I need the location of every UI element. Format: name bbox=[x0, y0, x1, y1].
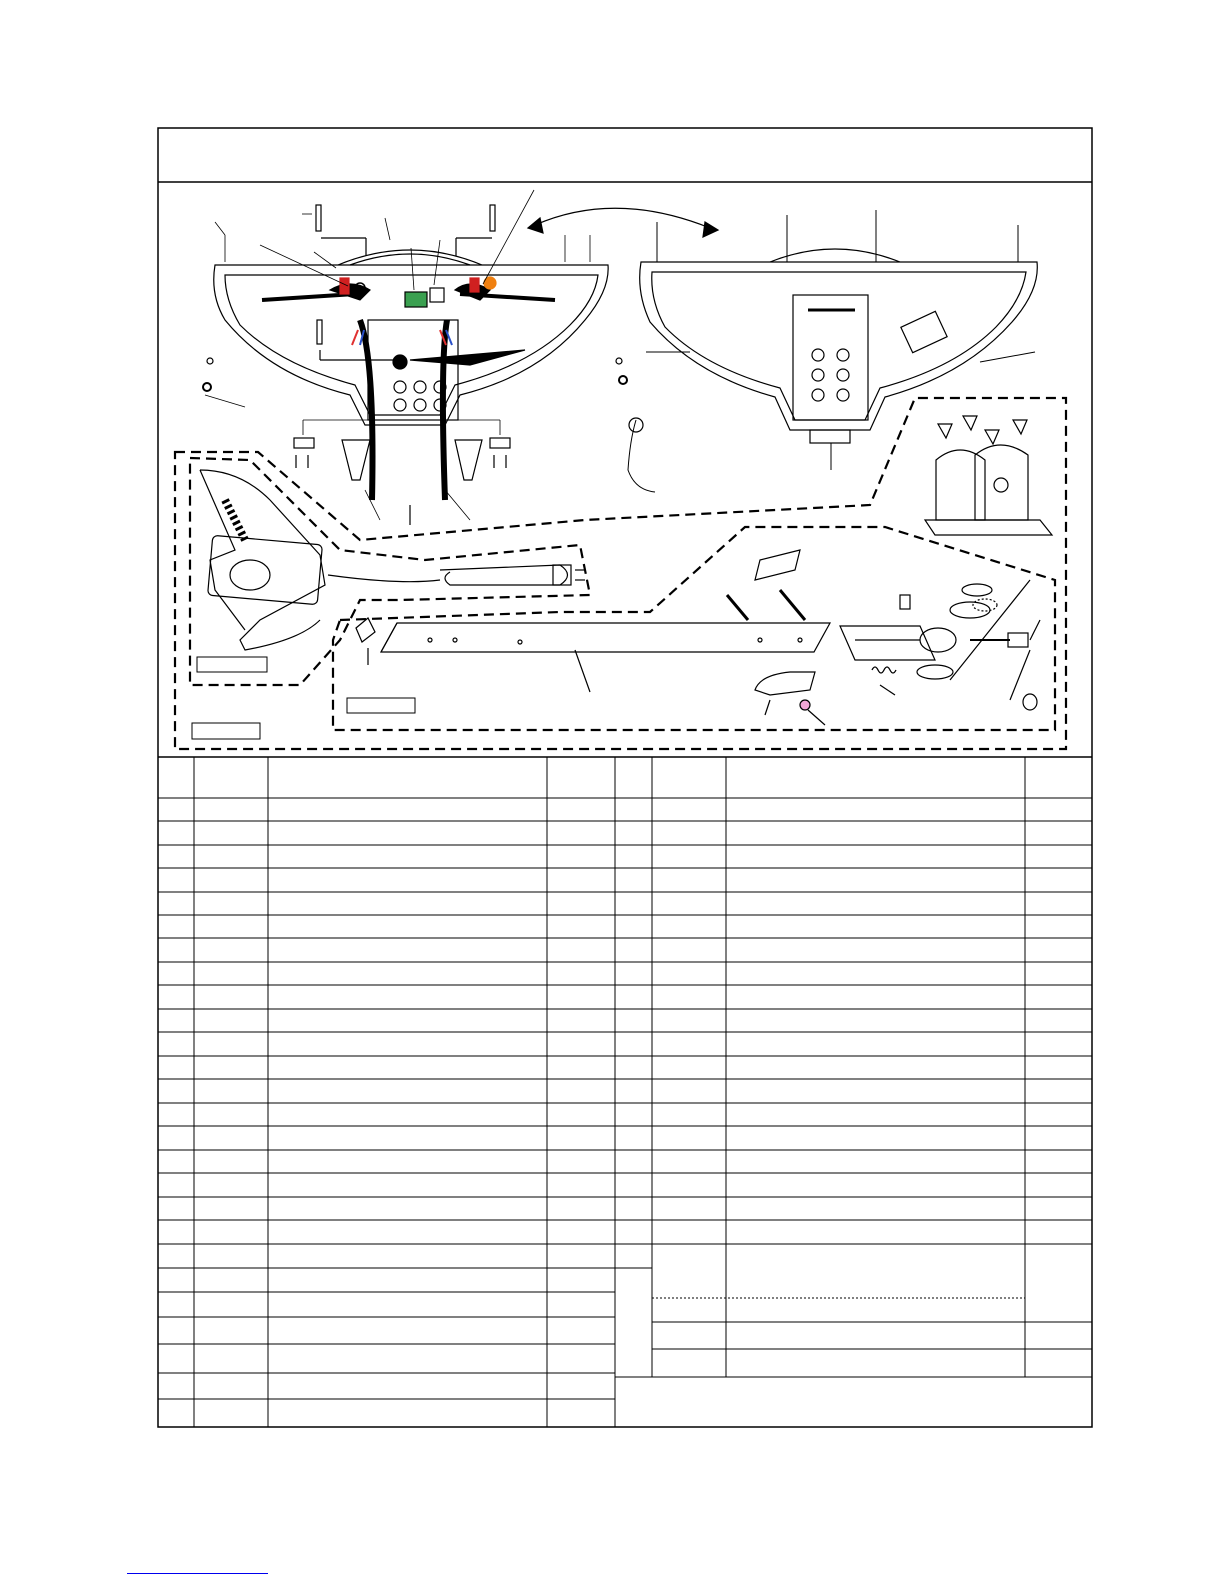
feet bbox=[294, 418, 655, 525]
sheet-frame bbox=[158, 128, 1092, 1427]
dashed-group-outlines bbox=[175, 398, 1066, 749]
mounting-bracket bbox=[925, 416, 1052, 535]
left-housing bbox=[203, 250, 627, 500]
arrow-icon bbox=[535, 208, 710, 228]
footer-link-underline[interactable] bbox=[127, 1573, 268, 1574]
label-box bbox=[347, 698, 415, 713]
parts-table bbox=[158, 757, 1092, 1427]
rail-assembly bbox=[356, 550, 830, 725]
exploded-diagram bbox=[175, 190, 1066, 749]
table-rows-right bbox=[615, 798, 1092, 1349]
label-box bbox=[192, 723, 260, 739]
label-box bbox=[197, 657, 267, 672]
right-housing bbox=[640, 249, 1038, 443]
table-rows-left bbox=[158, 798, 615, 1399]
spring-icon bbox=[470, 278, 479, 292]
carriage-assembly bbox=[840, 580, 1040, 710]
